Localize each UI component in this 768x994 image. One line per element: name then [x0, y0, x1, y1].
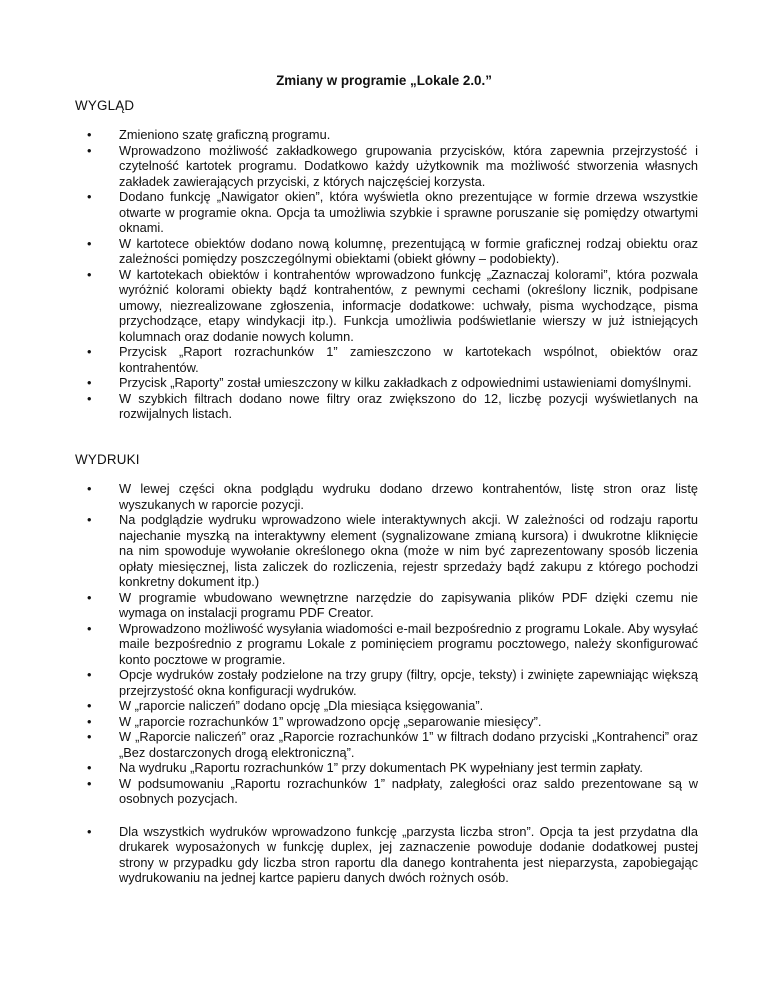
section-heading-wydruki: WYDRUKI	[75, 452, 140, 467]
list-item: • Wprowadzono możliwość zakładkowego grupowania przycisków, która zapewnia przejrzystość i czytelność kartotek programu. Dodatkowo każdy użytkownik ma możliwość stworzenia własnych zakładek zawierających przyciski, z których najczęściej korzysta.	[75, 143, 698, 190]
list-item: • W szybkich filtrach dodano nowe filtry oraz zwiększono do 12, liczbę pozycji wyświetlanych na rozwijalnych listach.	[75, 391, 698, 422]
list-item: • W kartotece obiektów dodano nową kolumnę, prezentującą w formie graficznej rodzaj obiektu oraz zależności pomiędzy poszczególnymi obiektami (obiekt główny – podobiekty).	[75, 236, 698, 267]
list-item: • Dodano funkcję „Nawigator okien”, która wyświetla okno prezentujące w formie drzewa wszystkie otwarte w programie okna. Opcja ta umożliwia szybkie i sprawne poruszanie się pomiędzy otwartymi oknami.	[75, 189, 698, 236]
wydruki-list	[75, 481, 698, 886]
list-item: • Na podglądzie wydruku wprowadzono wiele interaktywnych akcji. W zależności od rodzaju raportu najechanie myszką na interaktywny element (sygnalizowane zmianą kursora) i dwukrotne kliknięcie na nim spowoduje wywołanie określonego okna (może w nim być zaprezentowany sposób liczenia opłaty miesięcznej, lista zaliczek do rozliczenia, rejestr sprzedaży bądź zakupu z którego pochodzi konkretny dokument itp.)	[75, 512, 698, 590]
list-item: • W podsumowaniu „Raportu rozrachunków 1” nadpłaty, zaległości oraz saldo prezentowane są w osobnych pozycjach.	[75, 776, 698, 807]
list-item: • W „raporcie naliczeń” dodano opcję „Dla miesiąca księgowania”.	[75, 698, 698, 714]
list-item: • Dla wszystkich wydruków wprowadzono funkcję „parzysta liczba stron”. Opcja ta jest przydatna dla drukarek wyposażonych w funkcję duplex, jej zaznaczenie powoduje dodanie dodatkowej pustej strony w przypadku gdy liczba stron raportu dla danego kontrahenta jest nieparzysta, zapobiegając wydrukowaniu na jednej kartce papieru danych dwóch rożnych osób.	[75, 824, 698, 886]
list-item: • Przycisk „Raporty” został umieszczony w kilku zakładkach z odpowiednimi ustawieniami domyślnymi.	[75, 375, 698, 391]
list-item: • W lewej części okna podglądu wydruku dodano drzewo kontrahentów, listę stron oraz listę wyszukanych w raporcie pozycji.	[75, 481, 698, 512]
list-item: • Zmieniono szatę graficzną programu.	[75, 127, 698, 143]
section-heading-wyglad: WYGLĄD	[75, 98, 135, 113]
list-item: • Na wydruku „Raportu rozrachunków 1” przy dokumentach PK wypełniany jest termin zapłaty.	[75, 760, 698, 776]
list-item: • Opcje wydruków zostały podzielone na trzy grupy (filtry, opcje, teksty) i zwinięte zapewniając większą przejrzystość okna konfiguracji wydruków.	[75, 667, 698, 698]
list-item: • W „raporcie rozrachunków 1” wprowadzono opcję „separowanie miesięcy”.	[75, 714, 698, 730]
list-item: • W kartotekach obiektów i kontrahentów wprowadzono funkcję „Zaznaczaj kolorami”, która pozwala wyróżnić kolorami obiekty bądź kontrahentów, z pewnymi cechami (określony licznik, podpisane umowy, niezrealizowane zgłoszenia, informacje dodatkowe: uchwały, pisma wychodzące, pisma przychodzące, etapy windykacji itp.). Funkcja umożliwia podświetlanie wierszy w już istniejących kolumnach oraz dodanie nowych kolumn.	[75, 267, 698, 345]
list-item: • W programie wbudowano wewnętrzne narzędzie do zapisywania plików PDF dzięki czemu nie wymaga on instalacji programu PDF Creator.	[75, 590, 698, 621]
list-item: • Wprowadzono możliwość wysyłania wiadomości e-mail bezpośrednio z programu Lokale. Aby wysyłać maile bezpośrednio z programu Lokale z pominięciem programu pocztowego, należy skonfigurować konto pocztowe w programie.	[75, 621, 698, 668]
document-title: Zmiany w programie „Lokale 2.0.”	[276, 73, 492, 88]
wyglad-list	[75, 127, 698, 422]
list-item: • W „Raporcie naliczeń” oraz „Raporcie rozrachunków 1” w filtrach dodano przyciski „Kontrahenci” oraz „Bez dostarczonych drogą elektroniczną”.	[75, 729, 698, 760]
list-item: • Przycisk „Raport rozrachunków 1” zamieszczono w kartotekach wspólnot, obiektów oraz kontrahentów.	[75, 344, 698, 375]
